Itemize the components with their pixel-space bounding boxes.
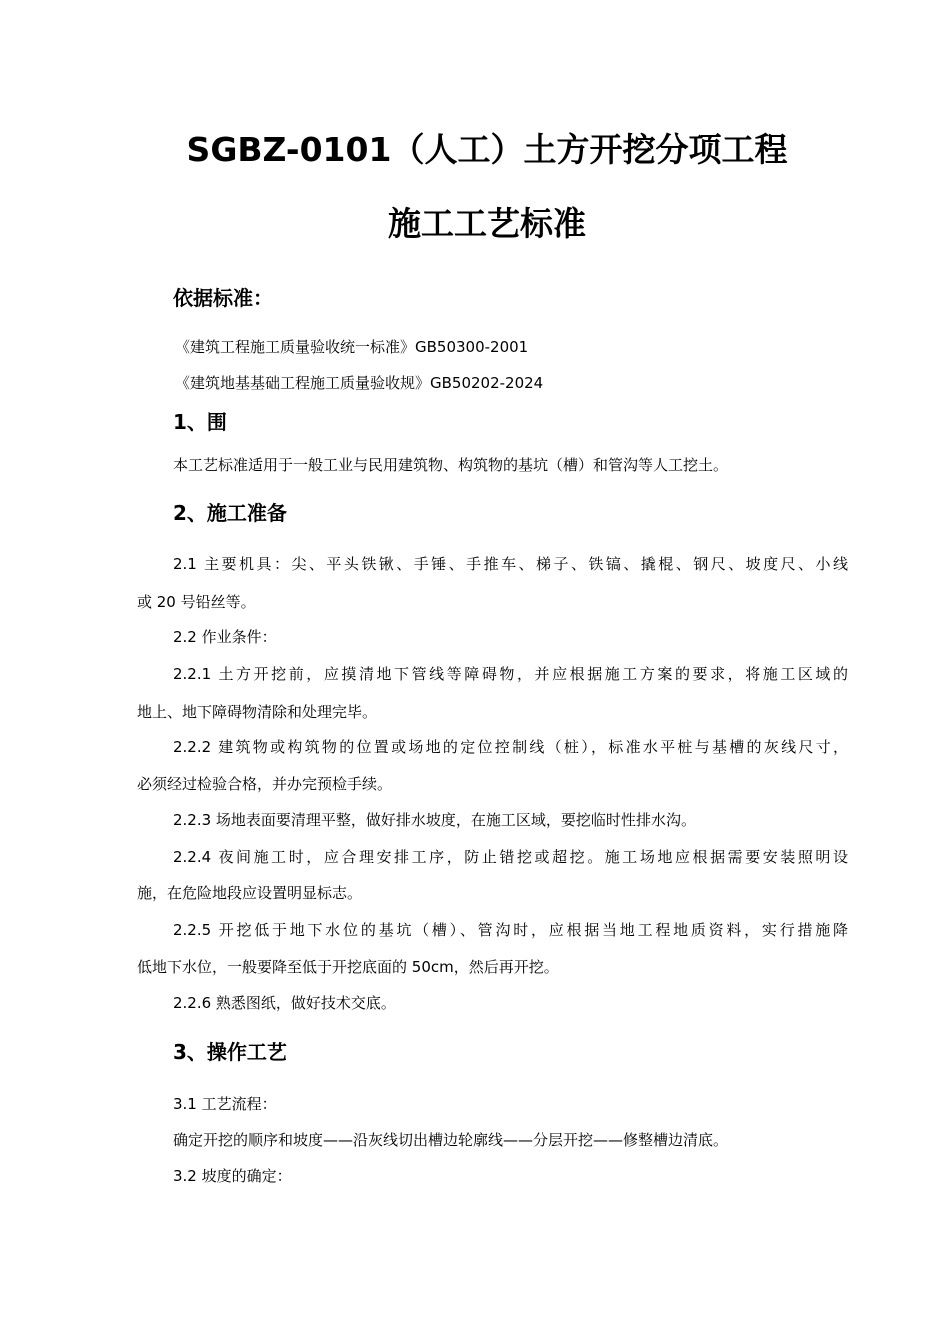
basis-heading: 依据标准： [173, 286, 273, 310]
basis-item-1: 《建筑工程施工质量验收统一标准》GB50300-2001 [175, 338, 529, 356]
para-2-1-line2: 或 20 号铅丝等。 [137, 593, 256, 611]
para-2-2-3: 2.2.3 场地表面要清理平整，做好排水坡度，在施工区域，要挖临时性排水沟。 [173, 811, 696, 829]
para-2-2-2-line1: 2.2.2 建筑物或构筑物的位置或场地的定位控制线（桩），标准水平桩与基槽的灰线尺寸， [173, 738, 848, 756]
para-2-2-5-line1: 2.2.5 开挖低于地下水位的基坑（槽）、管沟时，应根据当地工程地质资料，实行措施降 [173, 921, 848, 939]
para-2-2-6: 2.2.6 熟悉图纸，做好技术交底。 [173, 994, 396, 1012]
section1-heading: 1、围 [173, 410, 227, 434]
para-2-2-5-line2: 低地下水位，一般要降至低于开挖底面的 50cm，然后再开挖。 [137, 958, 559, 976]
section3-heading: 3、操作工艺 [173, 1040, 287, 1064]
para-3-1: 3.1 工艺流程： [173, 1095, 277, 1113]
para-2-2-2-line2: 必须经过检验合格，并办完预检手续。 [137, 775, 393, 793]
para-2-2-4-line2: 施，在危险地段应设置明显标志。 [137, 884, 363, 902]
document-title-line1: SGBZ-0101（人工）土方开挖分项工程 [186, 130, 788, 169]
basis-item-2: 《建筑地基基础工程施工质量验收规》GB50202-2024 [175, 374, 544, 392]
document-title-line2: 施工工艺标准 [388, 204, 586, 243]
para-2-1-line1: 2.1 主要机具：尖、平头铁锹、手锤、手推车、梯子、铁镐、撬棍、钢尺、坡度尺、小线 [173, 555, 848, 573]
section2-heading: 2、施工准备 [173, 501, 287, 525]
section1-text: 本工艺标准适用于一般工业与民用建筑物、构筑物的基坑（槽）和管沟等人工挖土。 [173, 456, 729, 474]
para-3-1-flow: 确定开挖的顺序和坡度——沿灰线切出槽边轮廓线——分层开挖——修整槽边清底。 [173, 1131, 729, 1149]
para-2-2: 2.2 作业条件： [173, 628, 277, 646]
para-2-2-1-line1: 2.2.1 土方开挖前，应摸清地下管线等障碍物，并应根据施工方案的要求，将施工区域的 [173, 665, 848, 683]
para-2-2-1-line2: 地上、地下障碍物清除和处理完毕。 [137, 703, 378, 721]
para-2-2-4-line1: 2.2.4 夜间施工时，应合理安排工序，防止错挖或超挖。施工场地应根据需要安装照明设 [173, 848, 848, 866]
para-3-2: 3.2 坡度的确定： [173, 1167, 292, 1185]
